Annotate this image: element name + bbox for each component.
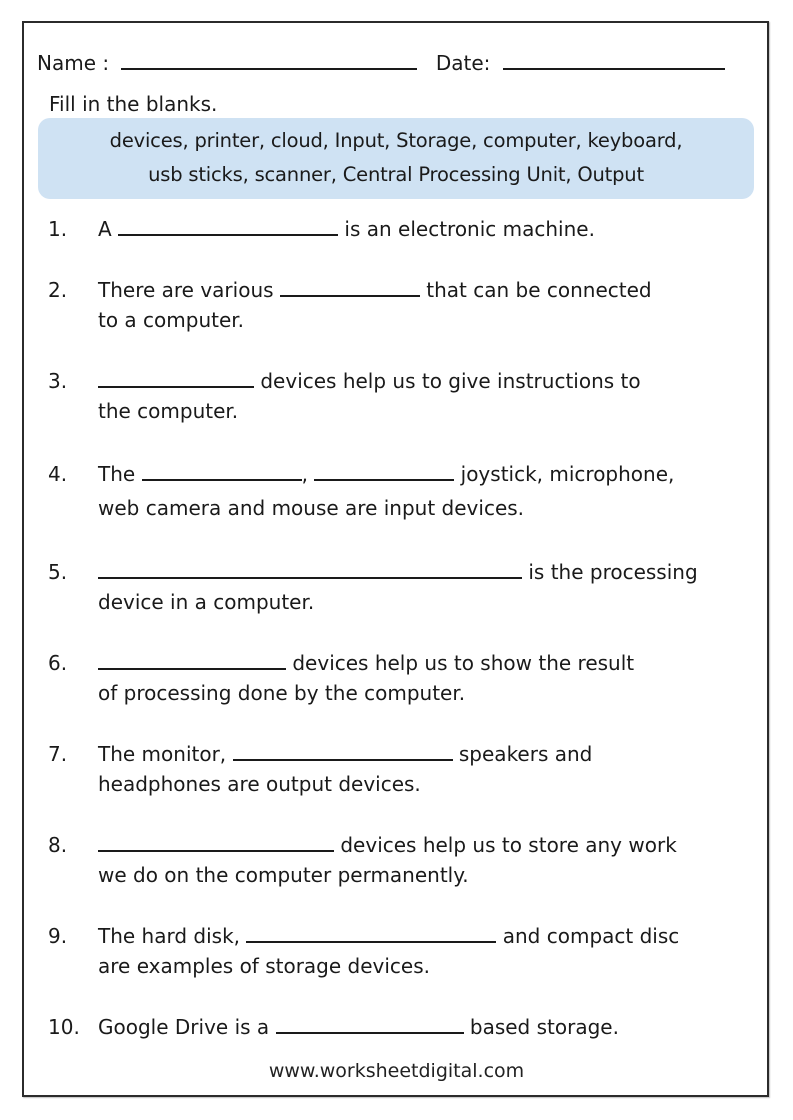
question-number: 9. bbox=[48, 924, 68, 948]
question-number: 10. bbox=[48, 1015, 80, 1039]
answer-blank[interactable] bbox=[98, 830, 334, 852]
header-row bbox=[37, 48, 725, 77]
word-bank-line-1: devices, printer, cloud, Input, Storage, computer, keyboard, bbox=[109, 129, 683, 152]
question-text: of processing done by the computer. bbox=[98, 681, 466, 705]
answer-blank[interactable] bbox=[246, 921, 496, 943]
question-text: A bbox=[98, 217, 119, 241]
word-bank bbox=[38, 118, 754, 199]
question-text: and compact disc bbox=[496, 924, 680, 948]
question-number: 4. bbox=[48, 462, 68, 486]
answer-blank[interactable] bbox=[233, 739, 453, 761]
answer-blank[interactable] bbox=[314, 459, 454, 481]
question-number: 3. bbox=[48, 369, 68, 393]
question-number: 6. bbox=[48, 651, 68, 675]
question-number: 8. bbox=[48, 833, 68, 857]
question-text: is an electronic machine. bbox=[338, 217, 595, 241]
name-label: Name : bbox=[37, 51, 110, 75]
question-text: based storage. bbox=[463, 1015, 619, 1039]
name-field[interactable] bbox=[121, 48, 417, 70]
question-text: we do on the computer permanently. bbox=[98, 863, 469, 887]
question-text: web camera and mouse are input devices. bbox=[98, 496, 525, 520]
question-number: 2. bbox=[48, 278, 68, 302]
date-field[interactable] bbox=[503, 48, 725, 70]
question-number: 7. bbox=[48, 742, 68, 766]
question-number: 5. bbox=[48, 560, 68, 584]
answer-blank[interactable] bbox=[118, 214, 338, 236]
answer-blank[interactable] bbox=[276, 1012, 464, 1034]
question-text: , bbox=[301, 462, 315, 486]
question-text: The bbox=[98, 462, 142, 486]
date-label: Date: bbox=[435, 51, 491, 75]
answer-blank[interactable] bbox=[98, 557, 522, 579]
question-text: The monitor, bbox=[98, 742, 233, 766]
answer-blank[interactable] bbox=[142, 459, 302, 481]
question-text: the computer. bbox=[98, 399, 239, 423]
question-text: speakers and bbox=[452, 742, 593, 766]
answer-blank[interactable] bbox=[280, 275, 420, 297]
question-text: device in a computer. bbox=[98, 590, 315, 614]
question-text: joystick, microphone, bbox=[454, 462, 675, 486]
question-text: that can be connected bbox=[419, 278, 652, 302]
word-bank-line-2: usb sticks, scanner, Central Processing Unit, Output bbox=[148, 163, 644, 186]
answer-blank[interactable] bbox=[98, 648, 286, 670]
instruction-text: Fill in the blanks. bbox=[49, 92, 218, 116]
question-text: devices help us to store any work bbox=[334, 833, 677, 857]
question-text: is the processing bbox=[522, 560, 698, 584]
question-number: 1. bbox=[48, 217, 68, 241]
question-text: headphones are output devices. bbox=[98, 772, 421, 796]
question-text: to a computer. bbox=[98, 308, 245, 332]
answer-blank[interactable] bbox=[98, 366, 254, 388]
question-text: are examples of storage devices. bbox=[98, 954, 431, 978]
question-text: There are various bbox=[98, 278, 280, 302]
question-text: The hard disk, bbox=[98, 924, 247, 948]
question-text: Google Drive is a bbox=[98, 1015, 276, 1039]
question-text: devices help us to show the result bbox=[286, 651, 635, 675]
question-text: devices help us to give instructions to bbox=[254, 369, 641, 393]
footer-website: www.worksheetdigital.com bbox=[268, 1060, 525, 1082]
